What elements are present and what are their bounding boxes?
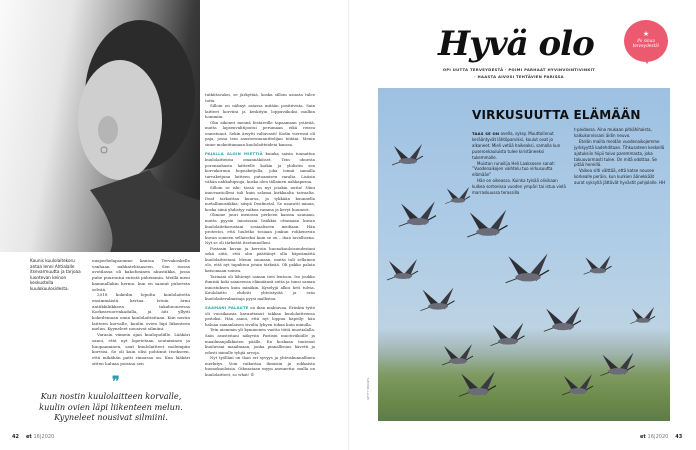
badge-text: Ihi sinua terveydestä! xyxy=(632,38,660,48)
subtitle-line: · HAASTA AIVOSI TEHTÄVIEN PARISSA xyxy=(474,74,564,79)
page-number: 42 xyxy=(12,434,19,440)
crane-bird xyxy=(387,259,418,280)
paragraph xyxy=(205,185,315,213)
paragraph-text: Nyt työlläni on ihan eri syvyys ja yhteiskunnallinen merkitys. Voin vaikuttaa ihmisiin ja rohkaista huonokuuloisia. Oikeastaan myyn asennetta: mulla on kuulolaitteet, so what! ☺ xyxy=(205,355,315,377)
paragraph-text: Muistan runoilija Heli Laaksosen sanat: ”Vuodenaikojen vaihtelu tuo virkusuutta elämään” xyxy=(472,160,556,178)
star-icon: ★ xyxy=(642,30,650,38)
paragraph xyxy=(574,139,666,169)
paragraph-text: kuinka saisin tuunattua kuulolaitteista omannäköiset. Tein ohuesta poronnahasta laitteelle koikin ja yhdistin sen korvakoruun hopeaketjulla, joka toimii samalla turvaketjuna laitteen putoamisen varalta. Lisäsin vähän nahkahipsuja, koska olen tällainen nahkapirma. xyxy=(205,151,315,185)
crane-bird xyxy=(600,353,634,376)
article-column-1 xyxy=(472,127,568,196)
paragraph xyxy=(205,327,315,355)
paragraph-text: on ihan mahtavaa. Eräskin tyttö oli vuosikausia kavanttanut takkaa kuulolaitteensa peitoksi. Hän sanoi, että nyt loppuu häpeily: hän haluaa samanlaisen sivulta lyhyen tukan kuin minulla. xyxy=(205,305,315,327)
paragraph-lead: SAAMANI PALAUTE xyxy=(205,305,249,311)
paragraph xyxy=(472,178,568,196)
pull-quote: Kun nostin kuulolaitteen korvalle, kuulin ovien läpi liikenteen melun. Kyyneleet nousivat silmiini. xyxy=(39,391,183,422)
crane-bird xyxy=(630,307,655,324)
paragraph xyxy=(205,305,315,327)
paragraph-lead: PAJALLA ALOIN MIETTIÄ xyxy=(205,151,263,157)
paragraph xyxy=(472,161,568,179)
paragraph-text: tutkittavaksi, se järkyttää, koska silloin asiasta tulee totta. xyxy=(205,92,315,103)
article-heading: VIRKUSUUTTA ELÄMÄÄN xyxy=(472,108,641,122)
paragraph-text: Olin aikonut mennä festareille tapaamaan ystävää, mutta lapsenvahtijoutui perumaan eikä reissu onnistunut. Sekin ärsytti valtavasti! Kodin vieressä oli paja, jossa tein asusteesuunnittelijan töitäni. Menin sinne mokeittamaan kuulolaitteideni kanssa. xyxy=(205,119,315,147)
article-column-2 xyxy=(92,258,190,366)
paragraph-text: Olimme juuri menossa perheen kanssa saunaan, mutta pyysin innoissani lisäkkia ottamaan kuvan kuulolaitekorustani sosiaaliseen mediaan. Hän protestoi, että luuletko tosiaan jonkun rohkenevan kuvan someen sellaiseksi kuin se on – ihan tavallisena. Nyt se oli tärkeätä itsetunnolleni. xyxy=(205,212,315,246)
quote-icon: ❞ xyxy=(112,374,120,390)
subtitle-line: OPI UUTTA TERVEYDESTÄ · POIMI PARHAAT HYVINVOINTIVINKIT xyxy=(442,67,596,72)
paragraph xyxy=(205,246,315,274)
paragraph xyxy=(472,131,568,161)
paragraph-lead: TAAS SE ON xyxy=(472,131,500,136)
paragraph-text: Vaikea silti välttää, että katse nousee korkealle peräin, kun kurkien äänekkäät aurat syksyllä jättävät hyvästit pohjolalle. HH xyxy=(574,168,666,186)
section-title: Hyvä olo xyxy=(438,24,594,64)
article-column-2 xyxy=(574,127,666,186)
crane-bird xyxy=(420,288,454,311)
page-number: 43 xyxy=(675,434,683,440)
crane-bird xyxy=(392,144,423,165)
paragraph xyxy=(205,120,315,148)
badge xyxy=(624,20,668,62)
paragraph: 2018 kokeilin lopulta kuulolaitetta ensimmäistä kertaa. Istuin ärmi antiikkiliikkeen takahuoneessa Korkeavuorenkadulla, ja äiti yllytti kokeilemaan omia kuulolaitteitaan. Kun nostin laitteen korvalle, kuulin ovien läpi liikenteen melun. Kyyneleet nousivat silmiini. xyxy=(92,292,190,332)
crane-bird xyxy=(467,210,507,237)
paragraph xyxy=(205,103,315,120)
portrait-photo xyxy=(0,0,200,252)
crane-bird xyxy=(544,306,581,331)
paragraph xyxy=(205,274,315,302)
article-column-3 xyxy=(205,92,315,377)
paragraph-text: ovella, syksy. Muuttolinnut kerääntyvät lähtöparviksi, koulut ovat jo alkaneet. Mieli vetää haikeaksi, samalla kun puseronkauluista tulee kiristäneeksi tukemmalle. xyxy=(472,131,561,160)
crane-bird xyxy=(445,187,470,204)
folio-right xyxy=(640,434,682,440)
crane-bird xyxy=(459,371,496,396)
magazine-name: et xyxy=(25,434,32,440)
paragraph xyxy=(205,92,315,103)
paragraph xyxy=(205,212,315,245)
issue: 16|2020 xyxy=(647,434,669,440)
paragraph-text: Hän on oikeassa. Kuinka tylsää olisikaan kulkea sortseissa vuoden ympäri tai istua vielä marraskuussa terassilla xyxy=(472,178,566,196)
paragraph xyxy=(574,127,666,139)
crane-bird xyxy=(490,323,524,346)
issue: 16|2020 xyxy=(33,434,55,440)
paragraph-text: Etelän mailla meidän vuodenaikojemme jyrkkyyttä kadehditaan. Tihkusateen keskellä ajatuksiin hiipii toivo paremmasta, joka takuuvarmasti tulee. On mitä odottaa. Se pitää hereillä. xyxy=(574,138,665,168)
paragraph xyxy=(205,151,315,184)
paragraph-text: Silloin en nähnyt asiassa mitään positiivista. Sain laitteet korviini ja keskityin loppuviikoksi mulhin hommiin. xyxy=(205,103,315,120)
paragraph: Varasin viimein ajan kuulopoliille. Lääkäri sanoi, että nyt lopetetaan soutaminen ja huopaaminen, saat kuulolaitteet molempiin korviisi. Se oli kuin olisi pohtinut itsekseen, että mikähän patti rinnassa on. Kun lääkäri sitten haluaa poistaa sen xyxy=(92,332,190,366)
paragraph xyxy=(205,355,315,377)
paragraph-text: Tein aiemmin yli kymmenen vuotta töitä muotialalla. Sain asusteitani näkyviin Pariisin muotiviikoille ja maailmanjulkkisten päälle. En koskaan tuntenut kuuluvani maailmaan, jonka pinnallisuus hävetti ja edusti minulle tyhjiä arvoja. xyxy=(205,327,315,355)
portrait-illustration xyxy=(0,0,200,252)
crane-bird xyxy=(506,253,549,282)
crane-bird xyxy=(584,255,612,274)
crane-bird xyxy=(442,344,473,365)
paragraph-text: Silloin se iski: tässä on nyt jotakin uutta! Nimi innovaatiolleni tuli kuin salama kirkkaalta taivaalta. Deaf tarkoittaa kuuroa, ja tykkään kuunnella metallimusiikkia: siispä Deafmetal. Se naurattí minua, koska siinä yhdistyy vaikea vamma ja kevyt huumori. xyxy=(205,184,315,212)
crane-bird xyxy=(562,374,593,395)
folio-left xyxy=(12,434,54,440)
paragraph: uusperhelapsemme kanssa Tervakoskelle vanhaan nahkatehtaaseen. Sen isossa avotilassa oli kakofoninen akustiikka, jossa puhe puuroutui entistä pahemmin. Meillä meni kammallakin hermo, kun en saanut puheesta selvää. xyxy=(92,258,190,292)
photo-credit: GETTY IMAGES xyxy=(366,377,370,400)
paragraph-text: Postasin kuvan ja kerroin huonokuuloisuudestani sekä siitä, että olin päättänyt olla häpeämättä kuulolaitteitani. Menin saunaan, mutta tuli sellainen olo, että nyt tapahtuu jotain tärkeää. Oli pakko palata katsomaan somea. xyxy=(205,245,315,273)
magazine-name: et xyxy=(640,434,646,440)
paragraph-text: t-paidassa. Aina mukaan pitkähihaista, kalkukorvissani äidin neuvo. xyxy=(574,127,652,138)
paragraph-text: Tarinani oli lähtenyt saman tien lentoon. Iso joukko ihmisiä koki saaneensa elämäänsä sutta ja tunsi saman innostuksen kuin minäkin. Kyselyjä alkoi heti tulvia. Kuulolaitto ehdotti yhteistyötä ja eräs kuulolaitevalmistaja pyysi mallistoa. xyxy=(205,273,315,301)
crane-bird xyxy=(399,201,436,226)
photo-caption: Kaunis kuulolaitekoru antaa lenni Ahtialalle itsevarmuutta ja tarjoaa luontevan keinon keskustella kuulokuulosidesta. xyxy=(30,258,81,291)
paragraph xyxy=(574,168,666,186)
